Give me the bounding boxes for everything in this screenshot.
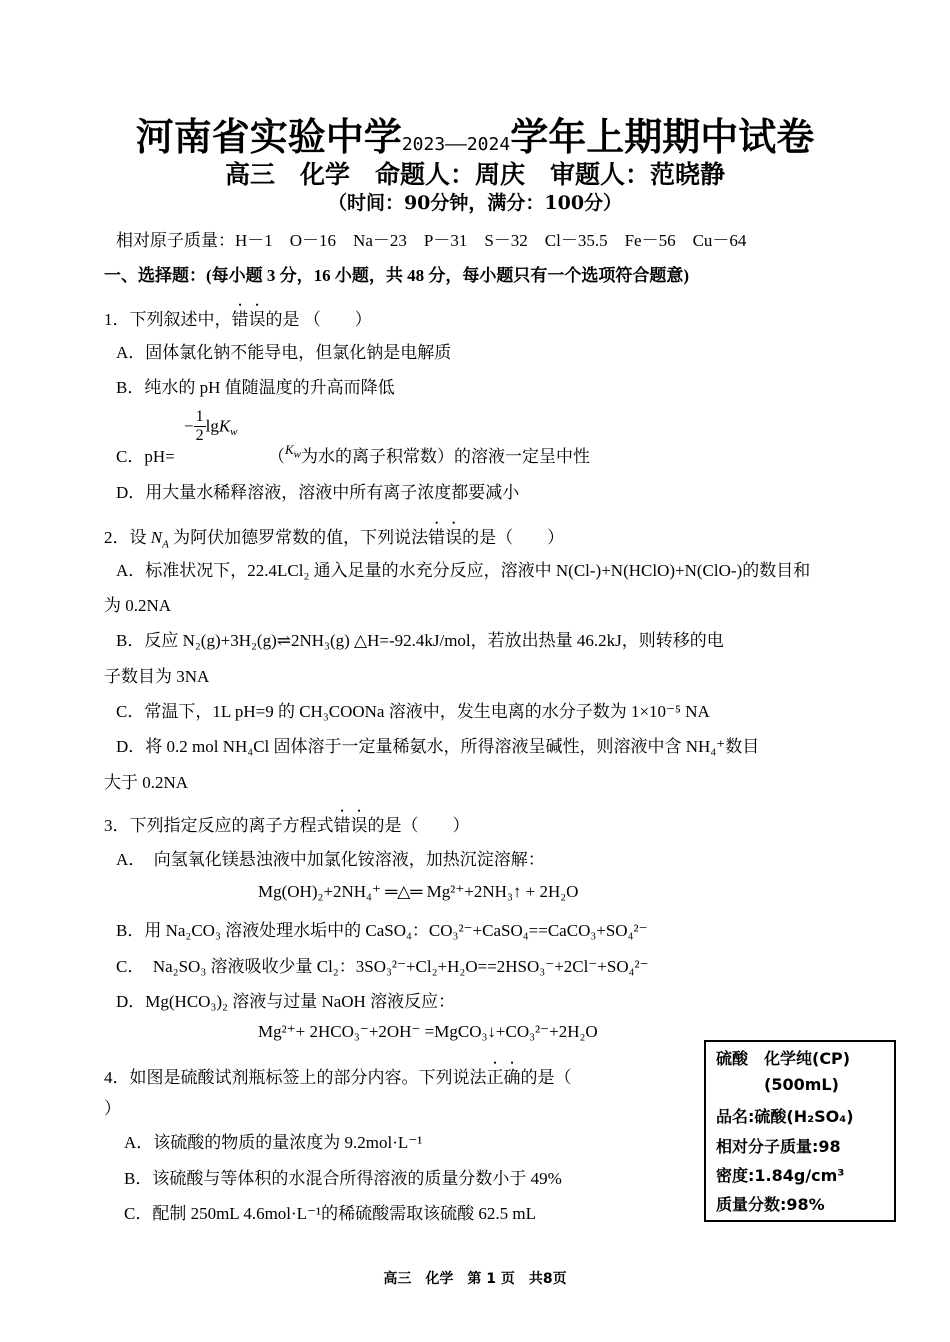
q1-option-b: B．纯水的 pH 值随温度的升高而降低	[116, 378, 395, 397]
q2-stem: 2．设 $N_A$ 为阿伏加德罗常数的值，下列说法错误的是（ ）	[104, 528, 565, 551]
q1-stem: 1．下列叙述中，错误的是 （ ）	[104, 310, 372, 329]
q1-option-a: A．固体氯化钠不能导电，但氯化钠是电解质	[116, 343, 452, 362]
label-line-5: 密度:1.84g/cm³	[716, 1166, 845, 1185]
q3-option-a: A． 向氢氧化镁悬浊液中加氯化铵溶液，加热沉淀溶解：	[116, 850, 545, 869]
q4-stem: 4．如图是硫酸试剂瓶标签上的部分内容。下列说法正确的是（	[104, 1068, 572, 1087]
label-line-1: 硫酸 化学纯(CP)	[716, 1049, 851, 1068]
q3-option-d-equation: Mg²⁺+ 2HCO₃⁻+2OH⁻ =MgCO₃↓+CO₃²⁻+2H₂O	[258, 1022, 598, 1041]
q2-option-d: D．将 0.2 mol NH₄Cl 固体溶于一定量稀氨水，所得溶液呈碱性，则溶液中含 NH₄⁺数目	[116, 737, 760, 756]
q2-option-b: B．反应 N₂(g)+3H₂(g)⇌2NH₃(g) △H=-92.4kJ/mol，若放出热量 46.2kJ，则转移的电	[116, 631, 724, 650]
q2-option-a-cont: 为 0.2NA	[104, 596, 172, 615]
time-info: （时间：90分钟，满分：100分）	[327, 192, 623, 214]
q2-option-c: C．常温下，1L pH=9 的 CH₃COONa 溶液中，发生电离的水分子数为 1×10⁻⁵ NA	[116, 702, 710, 721]
q3-option-d: D．Mg(HCO₃)₂ 溶液与过量 NaOH 溶液反应：	[116, 992, 456, 1011]
q4-stem-cont: ）	[104, 1099, 121, 1118]
q4-option-c: C．配制 250mL 4.6mol·L⁻¹的稀硫酸需取该硫酸 62.5 mL	[124, 1204, 536, 1223]
q2-option-b-cont: 子数目为 3NA	[104, 667, 210, 686]
q3-option-b: B．用 Na₂CO₃ 溶液处理水垢中的 CaSO₄：CO₃²⁻+CaSO₄==CaCO₃+SO₄²⁻	[116, 921, 648, 940]
q3-stem: 3．下列指定反应的离子方程式错误的是（ ）	[104, 816, 470, 835]
q2-option-a: A．标准状况下，22.4LCl₂ 通入足量的水充分反应，溶液中 N(Cl-)+N(HClO)+N(ClO-)的数目和	[116, 561, 811, 580]
atomic-masses: 相对原子质量：H－1 O－16 Na－23 P－31 S－32 Cl－35.5 Fe－56 Cu－64	[116, 231, 747, 250]
exam-title: 河南省实验中学2023——2024学年上期期中试卷	[135, 114, 815, 159]
q1-option-c-prefix: C．pH=	[116, 447, 175, 466]
page-footer: 高三 化学 第 1 页 共8页	[383, 1271, 567, 1287]
q4-option-a: A．该硫酸的物质的量浓度为 9.2mol·L⁻¹	[124, 1133, 423, 1152]
q1-option-c-formula: − $\frac{1}{2}$ lgK$_w$	[184, 408, 238, 444]
reagent-label	[704, 1040, 896, 1222]
q4-option-b: B．该硫酸与等体积的水混合所得溶液的质量分数小于 49%	[124, 1169, 562, 1188]
label-line-3: 品名:硫酸(H₂SO₄)	[716, 1107, 854, 1126]
exam-subtitle: 高三 化学 命题人：周庆 审题人：范晓静	[224, 160, 725, 189]
q3-option-c: C． Na₂SO₃ 溶液吸收少量 Cl₂：3SO₃²⁻+Cl₂+H₂O==2HSO₃⁻+2Cl⁻+SO₄²⁻	[116, 957, 649, 976]
q2-option-d-cont: 大于 0.2NA	[104, 773, 189, 792]
q1-option-d: D．用大量水稀释溶液，溶液中所有离子浓度都要减小	[116, 483, 520, 502]
section-heading: 一、选择题：(每小题 3 分，16 小题，共 48 分，每小题只有一个选项符合题意)	[104, 266, 690, 285]
label-line-4: 相对分子质量:98	[716, 1137, 841, 1156]
q3-option-a-equation: Mg(OH)₂+2NH₄⁺ ═△═ Mg²⁺+2NH₃↑ + 2H₂O	[258, 882, 579, 901]
label-line-2: (500mL)	[764, 1075, 839, 1094]
label-line-6: 质量分数:98%	[716, 1195, 825, 1214]
q1-option-c-text: （$^{K_w}$为水的离子积常数）的溶液一定呈中性	[268, 442, 591, 466]
